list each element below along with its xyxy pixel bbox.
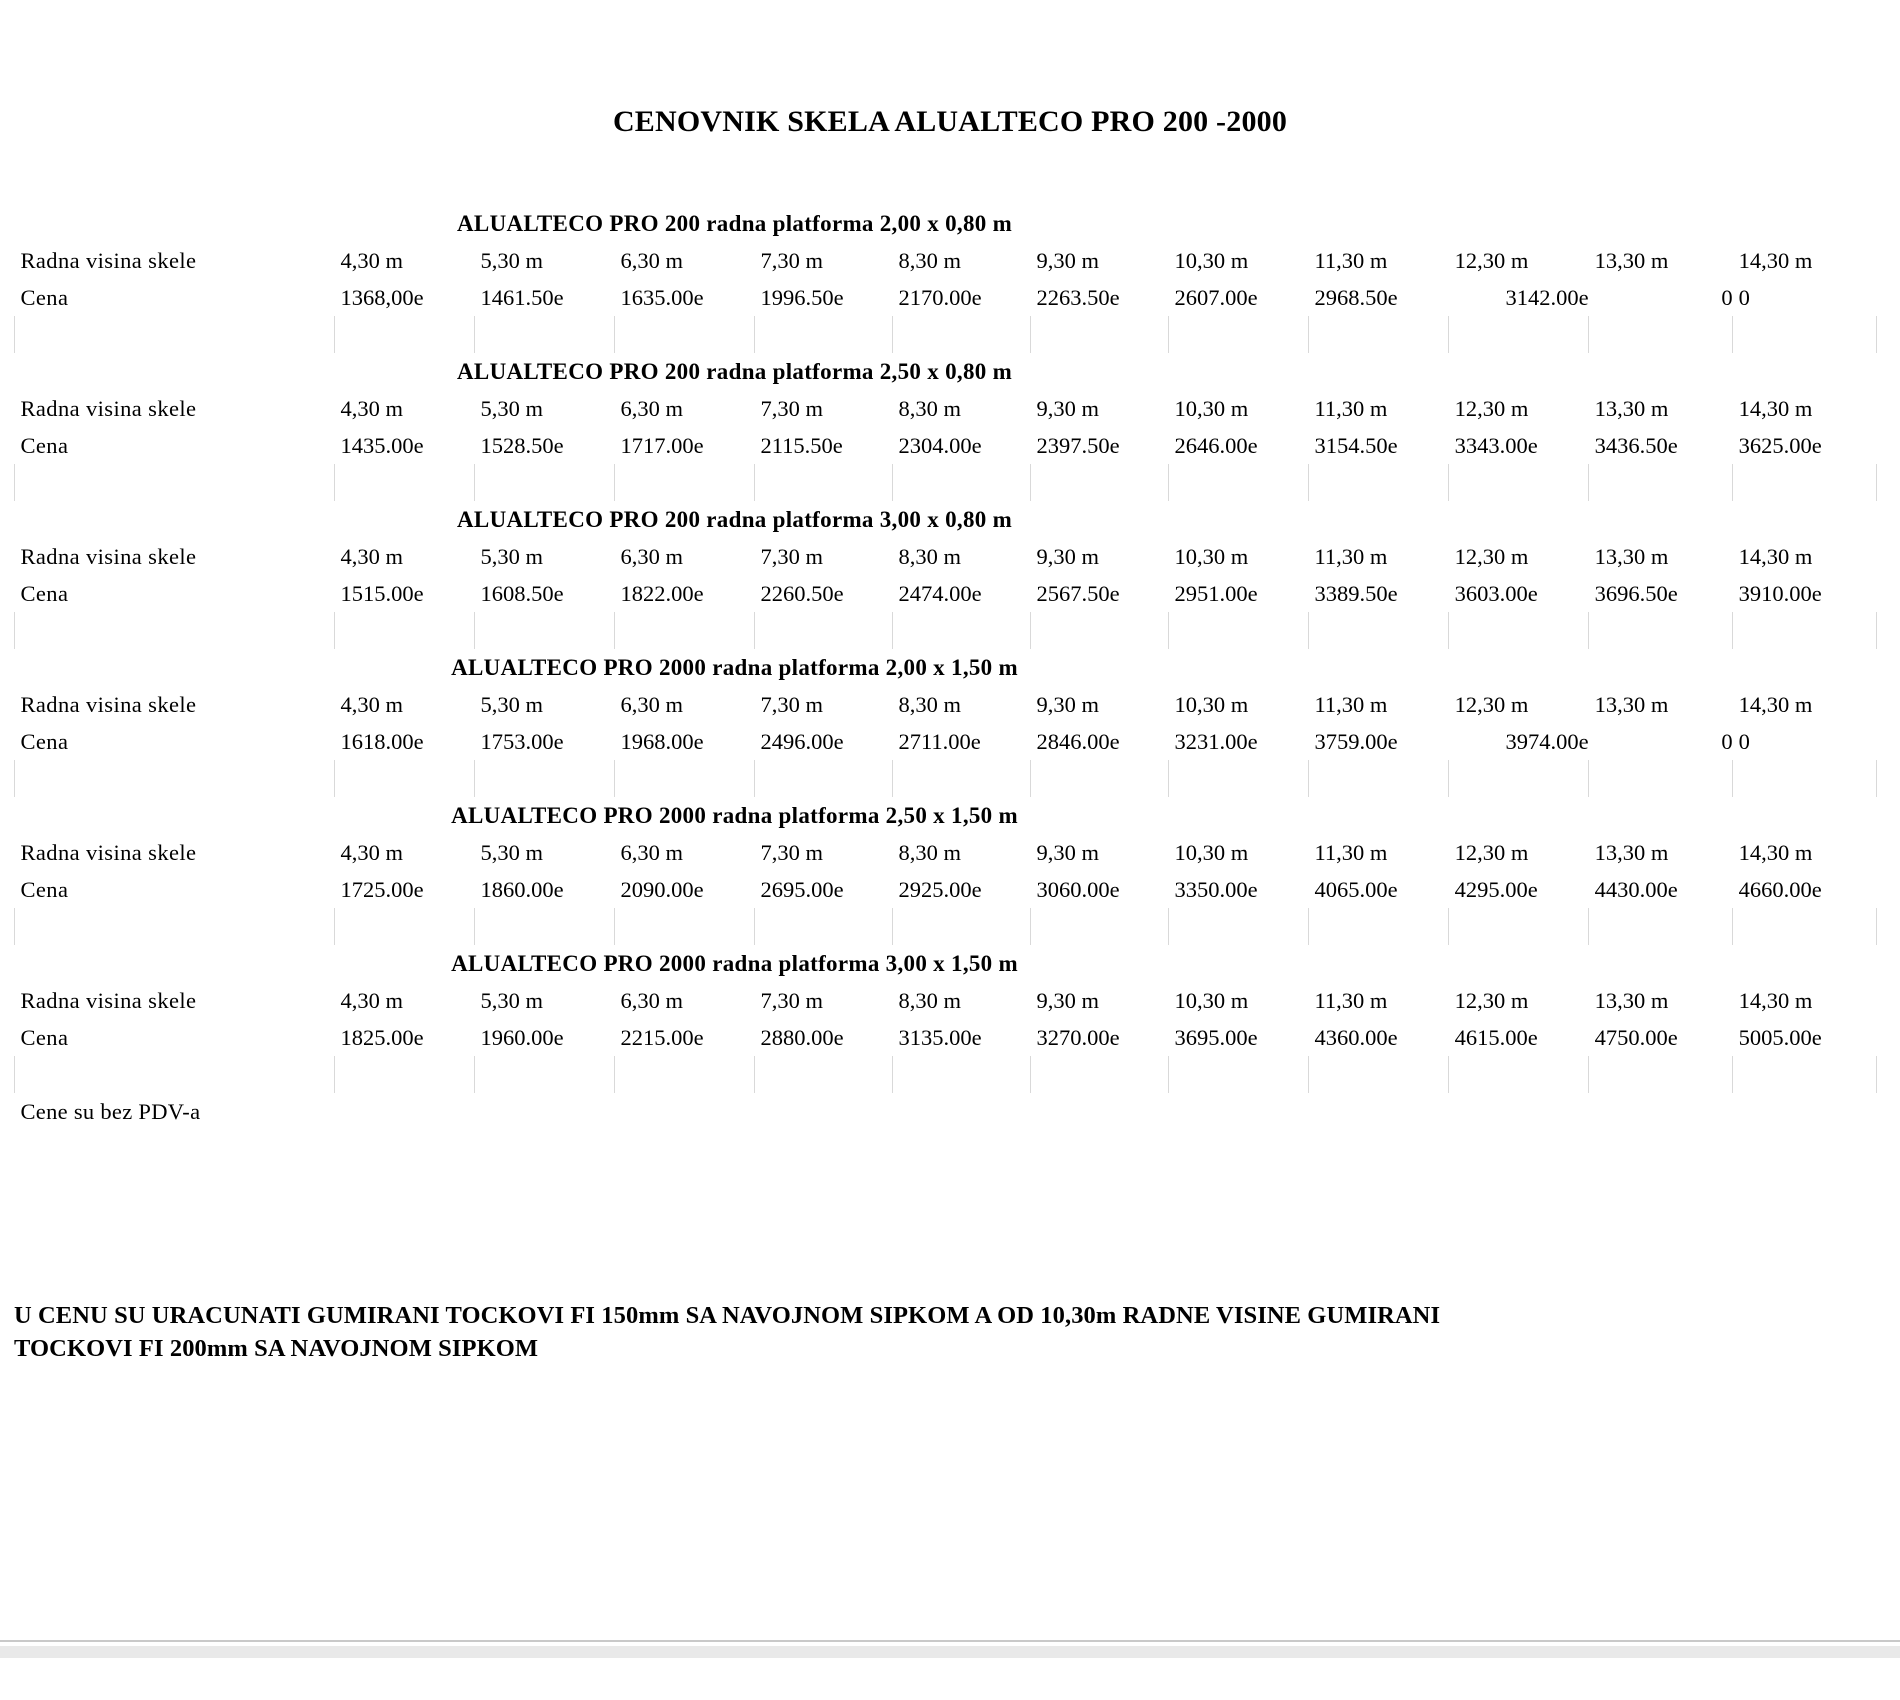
empty-cell (15, 612, 335, 649)
empty-cell (335, 612, 475, 649)
table-row (15, 871, 1877, 908)
price-cell: 1635.00e (620, 284, 704, 310)
height-cell: 13,30 m (1594, 839, 1669, 865)
table-banner: ALUALTECO PRO 2000 radna platforma 2,00 x 1,50 m (451, 654, 1018, 680)
price-cell: 2215.00e (620, 1024, 704, 1050)
price-cell: 4615.00e (1454, 1024, 1538, 1050)
empty-cell (615, 1093, 755, 1130)
empty-cell (1733, 316, 1877, 353)
height-cell: 7,30 m (760, 839, 824, 865)
height-cell: 12,30 m (1454, 839, 1529, 865)
empty-cell (1733, 760, 1877, 797)
height-cell: 4,30 m (340, 987, 404, 1013)
height-cell: 8,30 m (898, 839, 962, 865)
price-cell: 2567.50e (1036, 580, 1120, 606)
empty-cell (1031, 1056, 1169, 1093)
price-cell: 3350.00e (1174, 876, 1258, 902)
page-title: CENOVNIK SKELA ALUALTECO PRO 200 -2000 (612, 105, 1288, 138)
price-cell: 0 (1721, 284, 1733, 310)
height-cell: 9,30 m (1036, 395, 1100, 421)
price-cell: 1528.50e (480, 432, 564, 458)
empty-cell (1169, 464, 1309, 501)
empty-cell (1169, 612, 1309, 649)
empty-cell (1449, 908, 1589, 945)
empty-cell (1449, 316, 1589, 353)
price-cell: 1725.00e (340, 876, 424, 902)
empty-cell (1449, 1056, 1589, 1093)
empty-cell (615, 760, 755, 797)
empty-cell (1449, 501, 1589, 538)
price-cell: 4660.00e (1738, 876, 1822, 902)
price-cell: 4295.00e (1454, 876, 1538, 902)
price-cell: 1753.00e (480, 728, 564, 754)
table-banner-row (15, 649, 1877, 686)
row-header-price: Cena (20, 580, 69, 606)
price-cell: 5005.00e (1738, 1024, 1822, 1050)
height-cell: 12,30 m (1454, 543, 1529, 569)
price-cell: 2968.50e (1314, 284, 1398, 310)
height-cell: 9,30 m (1036, 987, 1100, 1013)
price-cell: 1968.00e (620, 728, 704, 754)
table-banner-row (15, 205, 1877, 242)
empty-cell (335, 464, 475, 501)
height-cell: 9,30 m (1036, 691, 1100, 717)
empty-cell (1589, 797, 1733, 834)
footnote-line-1: U CENU SU URACUNATI GUMIRANI TOCKOVI FI 150mm SA NAVOJNOM SIPKOM A OD 10,30m RADNE VISINE GUMIRANI (14, 1302, 1441, 1329)
price-cell: 2304.00e (898, 432, 982, 458)
empty-cell (1733, 205, 1877, 242)
footnote-line-2: TOCKOVI FI 200mm SA NAVOJNOM SIPKOM (14, 1334, 539, 1362)
price-cell: 2695.00e (760, 876, 844, 902)
price-cell: 1435.00e (340, 432, 424, 458)
row-header-price: Cena (20, 432, 69, 458)
empty-cell (1309, 464, 1449, 501)
empty-cell (475, 464, 615, 501)
empty-cell (1589, 612, 1733, 649)
empty-cell (1589, 316, 1733, 353)
empty-cell (1733, 464, 1877, 501)
table-row (15, 242, 1877, 279)
height-cell: 4,30 m (340, 247, 404, 273)
empty-cell (475, 760, 615, 797)
price-cell: 4360.00e (1314, 1024, 1398, 1050)
price-cell: 0 (1738, 728, 1750, 754)
table-banner: ALUALTECO PRO 200 radna platforma 2,50 x 0,80 m (457, 358, 1013, 384)
price-cell: 4065.00e (1314, 876, 1398, 902)
price-cell: 1822.00e (620, 580, 704, 606)
height-cell: 12,30 m (1454, 691, 1529, 717)
price-cell: 1860.00e (480, 876, 564, 902)
empty-cell (1449, 1093, 1589, 1130)
row-header-price: Cena (20, 728, 69, 754)
empty-cell (475, 1093, 615, 1130)
empty-cell (1309, 612, 1449, 649)
empty-cell (335, 1056, 475, 1093)
height-cell: 9,30 m (1036, 839, 1100, 865)
price-cell: 0 (1721, 728, 1733, 754)
empty-cell (1589, 501, 1733, 538)
height-cell: 4,30 m (340, 691, 404, 717)
price-cell: 1368,00e (340, 284, 424, 310)
empty-cell (1449, 649, 1589, 686)
height-cell: 9,30 m (1036, 543, 1100, 569)
price-cell: 3436.50e (1594, 432, 1678, 458)
price-cell: 2397.50e (1036, 432, 1120, 458)
price-cell: 3695.00e (1174, 1024, 1258, 1050)
empty-cell (1589, 1093, 1733, 1130)
empty-cell (1589, 649, 1733, 686)
height-cell: 6,30 m (620, 839, 684, 865)
empty-cell (755, 760, 893, 797)
table-row (15, 1019, 1877, 1056)
price-cell: 1608.50e (480, 580, 564, 606)
empty-cell (1733, 1056, 1877, 1093)
price-cell: 3343.00e (1454, 432, 1538, 458)
empty-cell (475, 1056, 615, 1093)
pdv-note-row (15, 1093, 1877, 1130)
price-cell: 3759.00e (1314, 728, 1398, 754)
table-banner-row (15, 353, 1877, 390)
table-banner: ALUALTECO PRO 200 radna platforma 3,00 x 0,80 m (457, 506, 1013, 532)
empty-cell (1309, 1093, 1449, 1130)
empty-cell (755, 908, 893, 945)
empty-cell (1733, 1093, 1877, 1130)
height-cell: 6,30 m (620, 691, 684, 717)
price-cell: 2880.00e (760, 1024, 844, 1050)
spacer-row (15, 464, 1877, 501)
row-header-price: Cena (20, 876, 69, 902)
height-cell: 4,30 m (340, 839, 404, 865)
height-cell: 10,30 m (1174, 247, 1249, 273)
price-cell: 1461.50e (480, 284, 564, 310)
price-cell: 2496.00e (760, 728, 844, 754)
empty-cell (615, 464, 755, 501)
height-cell: 5,30 m (480, 987, 544, 1013)
empty-cell (615, 1056, 755, 1093)
price-cell: 2115.50e (760, 432, 843, 458)
height-cell: 10,30 m (1174, 395, 1249, 421)
empty-cell (1169, 908, 1309, 945)
empty-cell (1309, 760, 1449, 797)
empty-cell (1733, 353, 1877, 390)
empty-cell (1733, 945, 1877, 982)
price-cell: 3625.00e (1738, 432, 1822, 458)
pdv-note: Cene su bez PDV-a (20, 1098, 201, 1124)
height-cell: 5,30 m (480, 395, 544, 421)
empty-cell (893, 1056, 1031, 1093)
empty-cell (1589, 945, 1733, 982)
empty-cell (1031, 1093, 1169, 1130)
spacer-row (15, 908, 1877, 945)
empty-cell (1733, 908, 1877, 945)
empty-cell (755, 1093, 893, 1130)
price-cell: 1825.00e (340, 1024, 424, 1050)
price-cell: 2260.50e (760, 580, 844, 606)
row-header-price: Cena (20, 284, 69, 310)
table-row (15, 723, 1877, 760)
height-cell: 8,30 m (898, 543, 962, 569)
empty-cell (1031, 612, 1169, 649)
empty-cell (755, 316, 893, 353)
empty-cell (1449, 945, 1589, 982)
empty-cell (893, 316, 1031, 353)
height-cell: 9,30 m (1036, 247, 1100, 273)
table-row (15, 575, 1877, 612)
empty-cell (1031, 908, 1169, 945)
pricing-grid (14, 205, 1877, 1130)
price-cell: 1960.00e (480, 1024, 564, 1050)
height-cell: 8,30 m (898, 691, 962, 717)
height-cell: 6,30 m (620, 987, 684, 1013)
height-cell: 11,30 m (1314, 987, 1388, 1013)
price-cell: 2090.00e (620, 876, 704, 902)
height-cell: 4,30 m (340, 395, 404, 421)
empty-cell (1449, 353, 1589, 390)
height-cell: 14,30 m (1738, 987, 1813, 1013)
window-footer-bar (0, 1640, 1900, 1700)
empty-cell (1589, 1056, 1733, 1093)
empty-cell (475, 612, 615, 649)
height-cell: 11,30 m (1314, 543, 1388, 569)
row-header-working-height: Radna visina skele (20, 987, 197, 1013)
empty-cell (15, 316, 335, 353)
table-row (15, 427, 1877, 464)
empty-cell (1733, 501, 1877, 538)
table-row (15, 538, 1877, 575)
price-cell: 2474.00e (898, 580, 982, 606)
height-cell: 7,30 m (760, 987, 824, 1013)
table-banner-row (15, 501, 1877, 538)
footnotes (14, 1300, 1854, 1365)
price-cell: 3974.00e (1505, 728, 1589, 754)
height-cell: 12,30 m (1454, 987, 1529, 1013)
price-cell: 3231.00e (1174, 728, 1258, 754)
table-banner: ALUALTECO PRO 2000 radna platforma 2,50 x 1,50 m (451, 802, 1018, 828)
empty-cell (1733, 797, 1877, 834)
empty-cell (1449, 464, 1589, 501)
row-header-working-height: Radna visina skele (20, 543, 197, 569)
empty-cell (893, 760, 1031, 797)
height-cell: 5,30 m (480, 691, 544, 717)
table-row (15, 834, 1877, 871)
empty-cell (15, 908, 335, 945)
empty-cell (15, 1056, 335, 1093)
height-cell: 5,30 m (480, 247, 544, 273)
table-row (15, 279, 1877, 316)
price-cell: 3389.50e (1314, 580, 1398, 606)
height-cell: 6,30 m (620, 395, 684, 421)
spacer-row (15, 316, 1877, 353)
price-cell: 3603.00e (1454, 580, 1538, 606)
empty-cell (475, 908, 615, 945)
height-cell: 14,30 m (1738, 247, 1813, 273)
height-cell: 5,30 m (480, 839, 544, 865)
empty-cell (893, 908, 1031, 945)
footer-strip (0, 1646, 1900, 1658)
price-cell: 1717.00e (620, 432, 704, 458)
price-cell: 3270.00e (1036, 1024, 1120, 1050)
empty-cell (1169, 316, 1309, 353)
empty-cell (615, 908, 755, 945)
height-cell: 10,30 m (1174, 987, 1249, 1013)
price-cell: 3142.00e (1505, 284, 1589, 310)
empty-cell (1733, 649, 1877, 686)
empty-cell (615, 612, 755, 649)
empty-cell (1169, 760, 1309, 797)
empty-cell (1449, 797, 1589, 834)
table-banner: ALUALTECO PRO 200 radna platforma 2,00 x 0,80 m (457, 210, 1013, 236)
height-cell: 14,30 m (1738, 839, 1813, 865)
height-cell: 13,30 m (1594, 543, 1669, 569)
price-cell: 2646.00e (1174, 432, 1258, 458)
table-row (15, 390, 1877, 427)
height-cell: 13,30 m (1594, 987, 1669, 1013)
empty-cell (15, 464, 335, 501)
row-header-working-height: Radna visina skele (20, 247, 197, 273)
height-cell: 8,30 m (898, 987, 962, 1013)
price-tables (14, 205, 1876, 1130)
height-cell: 12,30 m (1454, 395, 1529, 421)
empty-cell (1309, 1056, 1449, 1093)
height-cell: 7,30 m (760, 395, 824, 421)
height-cell: 13,30 m (1594, 395, 1669, 421)
empty-cell (335, 1093, 475, 1130)
height-cell: 8,30 m (898, 247, 962, 273)
price-cell: 2170.00e (898, 284, 982, 310)
row-header-working-height: Radna visina skele (20, 691, 197, 717)
empty-cell (1589, 760, 1733, 797)
height-cell: 7,30 m (760, 247, 824, 273)
empty-cell (1169, 1056, 1309, 1093)
height-cell: 11,30 m (1314, 691, 1388, 717)
height-cell: 7,30 m (760, 691, 824, 717)
table-row (15, 686, 1877, 723)
price-cell: 4750.00e (1594, 1024, 1678, 1050)
price-cell: 1996.50e (760, 284, 844, 310)
price-cell: 4430.00e (1594, 876, 1678, 902)
empty-cell (1589, 908, 1733, 945)
height-cell: 7,30 m (760, 543, 824, 569)
height-cell: 5,30 m (480, 543, 544, 569)
empty-cell (335, 760, 475, 797)
empty-cell (755, 612, 893, 649)
price-cell: 3910.00e (1738, 580, 1822, 606)
price-cell: 3696.50e (1594, 580, 1678, 606)
row-header-price: Cena (20, 1024, 69, 1050)
empty-cell (15, 760, 335, 797)
empty-cell (755, 464, 893, 501)
empty-cell (893, 612, 1031, 649)
price-cell: 0 (1738, 284, 1750, 310)
empty-cell (1589, 205, 1733, 242)
height-cell: 14,30 m (1738, 395, 1813, 421)
height-cell: 8,30 m (898, 395, 962, 421)
height-cell: 10,30 m (1174, 691, 1249, 717)
empty-cell (1031, 760, 1169, 797)
empty-cell (893, 1093, 1031, 1130)
price-cell: 2846.00e (1036, 728, 1120, 754)
empty-cell (1031, 316, 1169, 353)
empty-cell (1449, 205, 1589, 242)
height-cell: 14,30 m (1738, 543, 1813, 569)
height-cell: 10,30 m (1174, 543, 1249, 569)
price-cell: 2263.50e (1036, 284, 1120, 310)
table-banner-row (15, 797, 1877, 834)
price-cell: 2951.00e (1174, 580, 1258, 606)
price-cell: 2925.00e (898, 876, 982, 902)
row-header-working-height: Radna visina skele (20, 839, 197, 865)
price-cell: 3154.50e (1314, 432, 1398, 458)
height-cell: 12,30 m (1454, 247, 1529, 273)
row-header-working-height: Radna visina skele (20, 395, 197, 421)
empty-cell (335, 908, 475, 945)
height-cell: 11,30 m (1314, 839, 1388, 865)
price-cell: 3060.00e (1036, 876, 1120, 902)
empty-cell (615, 316, 755, 353)
height-cell: 13,30 m (1594, 691, 1669, 717)
empty-cell (1589, 464, 1733, 501)
empty-cell (1589, 353, 1733, 390)
height-cell: 14,30 m (1738, 691, 1813, 717)
height-cell: 11,30 m (1314, 247, 1388, 273)
height-cell: 13,30 m (1594, 247, 1669, 273)
height-cell: 4,30 m (340, 543, 404, 569)
price-cell: 1618.00e (340, 728, 424, 754)
empty-cell (335, 316, 475, 353)
empty-cell (1449, 612, 1589, 649)
table-row (15, 982, 1877, 1019)
height-cell: 10,30 m (1174, 839, 1249, 865)
empty-cell (893, 464, 1031, 501)
spacer-row (15, 612, 1877, 649)
spacer-row (15, 1056, 1877, 1093)
spacer-row (15, 760, 1877, 797)
price-cell: 1515.00e (340, 580, 424, 606)
height-cell: 6,30 m (620, 247, 684, 273)
price-cell: 2711.00e (898, 728, 981, 754)
empty-cell (1309, 908, 1449, 945)
empty-cell (1169, 1093, 1309, 1130)
height-cell: 11,30 m (1314, 395, 1388, 421)
empty-cell (1733, 612, 1877, 649)
empty-cell (1031, 464, 1169, 501)
height-cell: 6,30 m (620, 543, 684, 569)
price-cell: 2607.00e (1174, 284, 1258, 310)
price-cell: 3135.00e (898, 1024, 982, 1050)
table-banner-row (15, 945, 1877, 982)
empty-cell (1309, 316, 1449, 353)
empty-cell (475, 316, 615, 353)
empty-cell (1449, 760, 1589, 797)
table-banner: ALUALTECO PRO 2000 radna platforma 3,00 x 1,50 m (451, 950, 1018, 976)
empty-cell (755, 1056, 893, 1093)
